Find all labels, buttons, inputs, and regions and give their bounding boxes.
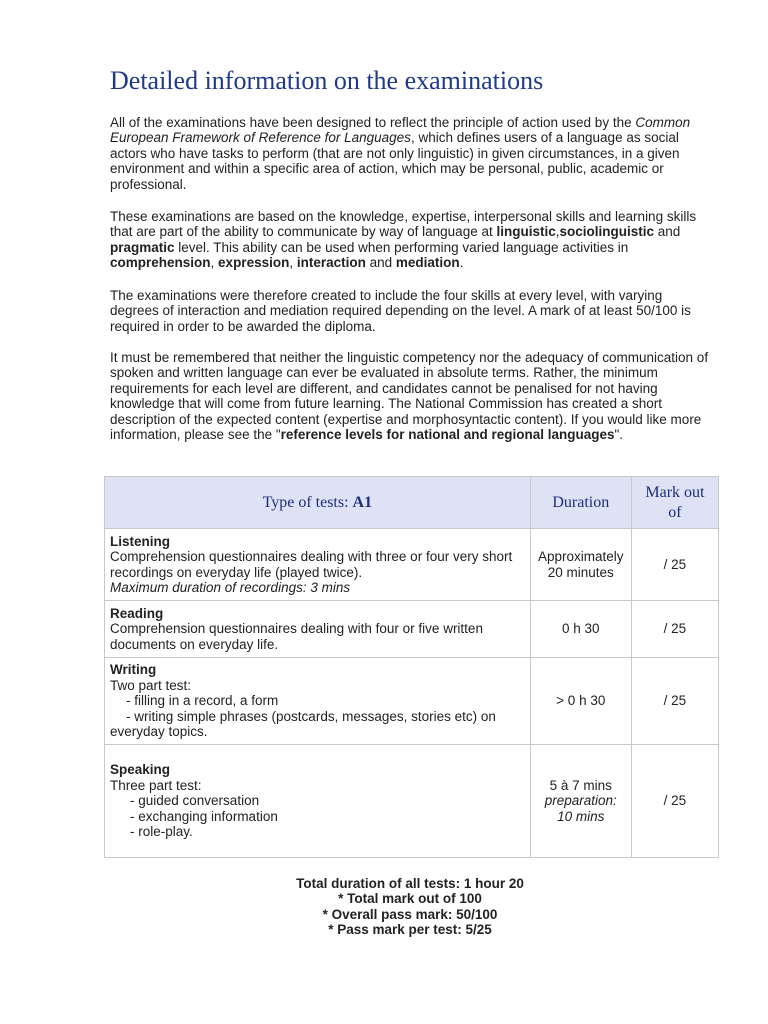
writing-duration: > 0 h 30 xyxy=(530,658,631,745)
table-header-row xyxy=(105,477,719,529)
reading-title: Reading xyxy=(110,605,164,621)
speaking-duration: 5 à 7 mins preparation: 10 mins xyxy=(530,745,631,858)
reading-duration: 0 h 30 xyxy=(530,601,631,658)
table-row xyxy=(105,601,719,658)
overall-pass-mark: * Overall pass mark: 50/100 xyxy=(322,906,498,922)
table-row xyxy=(105,745,719,858)
listening-desc: Listening Comprehension questionnaires dealing with three or four very short recordings on everyday life (played twice). Maximum duration of recordings: 3 mins xyxy=(105,529,531,601)
header-mark: Mark out of xyxy=(631,477,718,529)
writing-title: Writing xyxy=(110,662,157,678)
total-mark: * Total mark out of 100 xyxy=(338,891,482,907)
table-row xyxy=(105,658,719,745)
writing-desc: Writing Two part test: - filling in a record, a form - writing simple phrases (postcards, messages, stories etc) on everyday topics. xyxy=(105,658,531,745)
paragraph-competency: It must be remembered that neither the linguistic competency nor the adequacy of communication of spoken and written language can ever be evaluated in absolute terms. Rather, the minimum requirements for each level are different, and candidates cannot be penalised for not having knowledge that will come from future learning. The National Commission has created a short description of the expected content (expertise and morphosyntactic content). If you would like more information, please see the "reference levels for national and regional languages". xyxy=(110,350,709,443)
exam-summary xyxy=(110,876,710,938)
listening-duration: Approximately 20 minutes xyxy=(530,529,631,601)
reading-desc: Reading Comprehension questionnaires dealing with four or five written documents on everyday life. xyxy=(105,601,531,658)
paragraph-skills: These examinations are based on the knowledge, expertise, interpersonal skills and learning skills that are part of the ability to communicate by way of language at linguistic,sociolinguistic and pragmatic level. This ability can be used when performing varied language activities in comprehension, expression, interaction and mediation. xyxy=(110,209,697,271)
exam-table xyxy=(104,476,719,858)
speaking-desc: Speaking Three part test: - guided conversation - exchanging information - role-play. xyxy=(105,745,531,858)
page-title: Detailed information on the examinations xyxy=(110,66,544,95)
reference-levels-link[interactable]: reference levels for national and regional languages xyxy=(280,427,615,443)
speaking-title: Speaking xyxy=(110,762,171,778)
reading-mark: / 25 xyxy=(631,601,718,658)
framework-title: Common European Framework of Reference for Languages xyxy=(110,115,691,146)
speaking-mark: / 25 xyxy=(631,745,718,858)
paragraph-framework: All of the examinations have been designed to reflect the principle of action used by the Common European Framework of Reference for Languages, which defines users of a language as social actors who have tasks to perform (that are not only linguistic) in given circumstances, in a given environment and within a specific area of action, which may be personal, public, academic or professional. xyxy=(110,115,691,192)
writing-mark: / 25 xyxy=(631,658,718,745)
listening-title: Listening xyxy=(110,533,170,549)
pass-mark-per-test: * Pass mark per test: 5/25 xyxy=(328,922,492,938)
header-type-of-tests: Type of tests: A1 xyxy=(105,477,531,529)
listening-mark: / 25 xyxy=(631,529,718,601)
header-duration: Duration xyxy=(530,477,631,529)
table-row xyxy=(105,529,719,601)
total-duration: Total duration of all tests: 1 hour 20 xyxy=(296,876,524,891)
paragraph-four-skills: The examinations were therefore created to include the four skills at every level, with varying degrees of interaction and mediation required depending on the level. A mark of at least 50/100 is required in order to be awarded the diploma. xyxy=(110,288,691,334)
